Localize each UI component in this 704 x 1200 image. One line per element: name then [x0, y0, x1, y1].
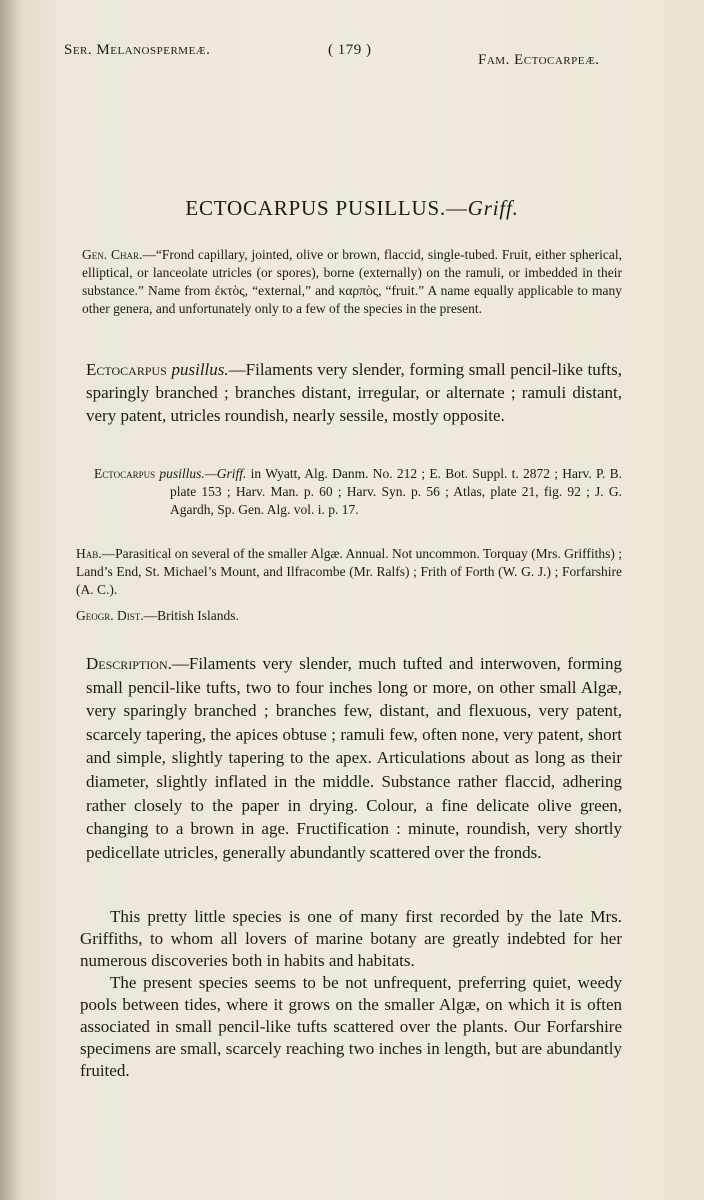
species-title [0, 196, 704, 221]
gen-char-label: Gen. Char. [82, 247, 143, 262]
diagnosis-species: pusillus. [171, 360, 229, 379]
habitat [76, 545, 622, 599]
ref-genus: Ectocarpus [94, 466, 156, 481]
description-text: —Filaments very slender, much tufted and interwoven, forming small pencil-like tufts, two to four inches long or more, on other small Algæ, very sparingly branched ; branches few, distant, and flexuous, very patent, scarcely tapering, the apices obtuse ; ramuli few, often none, very patent, short and simple, slightly tapering to the apex. Articulations about as long as their diameter, slightly inflated in the middle. Substance rather flaccid, adhering rather closely to the paper in drying. Colour, a fine delicate olive green, changing to a brown in age. Fructification : minute, roundish, very shortly pedicellate utricles, generally abundantly scattered over the fronds. [86, 654, 622, 862]
book-gutter [0, 0, 22, 1200]
habitat-label: Hab. [76, 546, 102, 561]
ref-text: in Wyatt, Alg. Danm. No. 212 ; E. Bot. Suppl. t. 2872 ; Harv. P. B. plate 153 ; Harv. Man. p. 60 ; Harv. Syn. p. 56 ; Atlas, plate 21, fig. 92 ; J. G. Agardh, Sp. Gen. Alg. vol. i. p. 17. [170, 466, 623, 517]
header-family: Fam. Ectocarpeæ. [478, 52, 600, 68]
header-series: Ser. Melanospermeæ. [64, 42, 211, 58]
description [86, 652, 622, 864]
diagnosis-genus: Ectocarpus [86, 360, 167, 379]
geo-label: Geogr. Dist. [76, 608, 144, 623]
page-number: ( 179 ) [328, 42, 372, 58]
paragraph-habitat-notes: The present species seems to be not unfrequent, preferring quiet, weedy pools between tides, where it grows on the smaller Algæ, on which it is often associated in small pencil-like tufts scattered over the plants. Our Forfarshire specimens are small, scarcely reaching two inches in length, but are abundantly fruited. [80, 973, 622, 1080]
title-author: Griff. [467, 196, 519, 220]
title-main: ECTOCARPUS PUSILLUS.— [185, 196, 468, 220]
habitat-text: —Parasitical on several of the smaller Algæ. Annual. Not uncommon. Torquay (Mrs. Griffiths) ; Land’s End, St. Michael’s Mount, and Ilfracombe (Mr. Ralfs) ; Frith of Forth (W. G. J.) ; Forfarshire (A. C.). [76, 546, 622, 597]
description-label: Description. [86, 654, 172, 673]
diagnosis-text: —Filaments very slender, forming small pencil-like tufts, sparingly branched ; branches distant, irregular, or alternate ; ramuli distant, very patent, utricles roundish, nearly sessile, mostly opposite. [86, 360, 623, 425]
geographic-distribution [76, 607, 622, 625]
generic-character [82, 246, 622, 318]
geo-text: —British Islands. [143, 608, 239, 623]
gen-char-text: —“Frond capillary, jointed, olive or brown, flaccid, single-tubed. Fruit, either spherical, elliptical, or lanceolate utricles (or spores), borne (externally) on the ramuli, or imbedded in their substance.” Name from ἐκτὸς, “external,” and καρπὸς, “fruit.” A name equally applicable to many other genera, and unfortunately only to a few of the species in the present. [82, 247, 622, 316]
paragraph-remarks: This pretty little species is one of many first recorded by the late Mrs. Griffiths, to whom all lovers of marine botany are greatly indebted for her numerous discoveries both in habits and habitats. [80, 907, 622, 970]
references [94, 465, 622, 519]
ref-species: pusillus.—Griff. [159, 466, 247, 481]
species-diagnosis [86, 358, 622, 427]
